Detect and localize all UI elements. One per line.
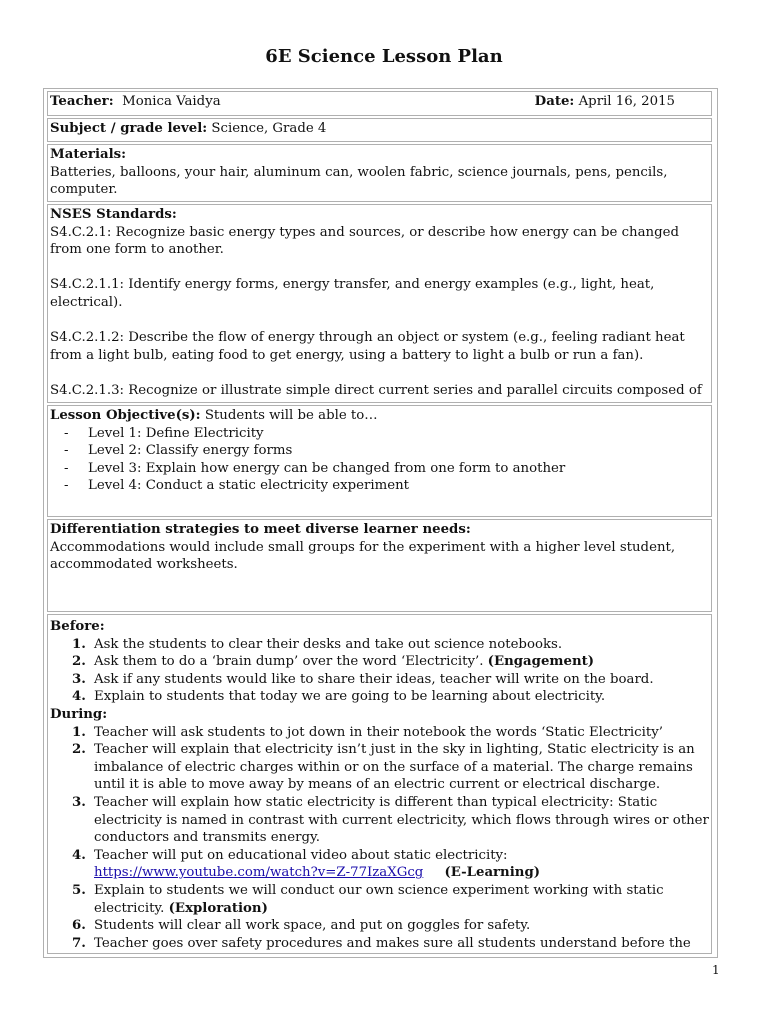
exploration-tag: (Exploration): [168, 900, 268, 916]
list-item: 4. Teacher will put on educational video about static electricity: https://www.youtube.com/watch?v=Z-77IzaXGcg (E-Learning): [72, 847, 541, 881]
list-item: 6. Students will clear all work space, and put on goggles for safety.: [72, 918, 531, 934]
list-item: 3. Ask if any students would like to share their ideas, teacher will write on the board.: [72, 671, 654, 687]
subject-row: Subject / grade level: Science, Grade 4: [47, 118, 712, 142]
during-steps: [50, 724, 709, 953]
engagement-tag: (Engagement): [487, 654, 595, 670]
subject-value: Science, Grade 4: [211, 121, 327, 136]
objectives-list: [50, 425, 709, 495]
list-item: 3. Teacher will explain how static electricity is different than typical electricity: Static electricity is named in contrast with current electricity, which flows through wires or other conductors and transmits energy.: [72, 794, 709, 846]
procedure-row: Before: 1. Ask the students to clear their desks and take out science notebooks. 2. Ask them to do a ‘brain dump’ over the word ‘Electricity’. (Engagement) 3. Ask if any students would like to share their ideas, teacher will write on the board. 4. Explain to students that today we are going to be learning about electricity. During: 1. Teacher will ask students to jot down in their notebook the words ‘Static Electricity’ 2. Teacher will explain that electricity isn’t just in the sky in lighting, Static electricity is an imbalance of electric charges within or on the surface of a material. The charge remains until it is able to move away by means of an electric current or electrical discharge. 3. Teacher will explain how static electricity is different than typical electricity: Static electricity is named in contrast with current electricity, which flows through wires or other conductors and transmits energy. 4. Teacher will put on educational video about static electricity: https://www.youtube.com/watch?v=Z-77IzaXGcg (E-Learning) 5. Explain to students we will conduct our own science experiment working with static electricity. (Exploration) 6. Students will clear all work space, and put on goggles for safety. 7. Teacher goes over safety procedures and makes sure all students understand before the: [47, 614, 712, 954]
teacher-name: Monica Vaidya: [122, 94, 221, 109]
list-item: 2. Teacher will explain that electricity isn’t just in the sky in lighting, Static electricity is an imbalance of electric charges within or on the surface of a material. The charge remains until it is able to move away by means of an electric current or electrical discharge.: [72, 742, 695, 793]
date-label: Date: [534, 94, 570, 109]
subject-label: Subject / grade level: [50, 121, 203, 136]
list-item: 1. Ask the students to clear their desks and take out science notebooks.: [72, 636, 563, 652]
page-number: 1: [712, 963, 720, 977]
teacher-label: Teacher: [50, 94, 109, 109]
list-item: 2. Ask them to do a ‘brain dump’ over the word ‘Electricity’. (Engagement): [72, 654, 595, 670]
before-label: Before: [50, 619, 100, 634]
standards-row: NSES Standards: S4.C.2.1: Recognize basic energy types and sources, or describe how energy can be changed from one form to another. S4.C.2.1.1: Identify energy forms, energy transfer, and energy examples (e.g., light, heat, electrical). S4.C.2.1.2: Describe the flow of energy through an object or system (e.g., feeling radiant heat from a light bulb, eating food to get energy, using a battery to light a bulb or run a fan). S4.C.2.1.3: Recognize or illustrate simple direct current series and parallel circuits composed of: [47, 204, 712, 403]
date-value: April 16, 2015: [578, 94, 675, 109]
materials-text: Batteries, balloons, your hair, aluminum can, woolen fabric, science journals, pens, pencils, computer.: [50, 164, 668, 198]
differentiation-label: Differentiation strategies to meet diverse learner needs: [50, 522, 466, 537]
objective-item: - Level 2: Classify energy forms: [50, 442, 709, 460]
teacher-date-row: [47, 91, 712, 116]
during-label: During: [50, 706, 103, 722]
list-item: 4. Explain to students that today we are going to be learning about electricity.: [72, 689, 606, 705]
page-title: 6E Science Lesson Plan: [265, 46, 503, 67]
objectives-intro: Students will be able to…: [204, 408, 378, 423]
list-item: 1. Teacher will ask students to jot down in their notebook the words ‘Static Electricity’: [72, 724, 663, 740]
list-item: 5. Explain to students we will conduct our own science experiment working with static electricity. (Exploration): [72, 882, 664, 916]
before-steps: [50, 636, 709, 706]
lesson-plan-table: [43, 88, 718, 958]
objectives-row: Lesson Objective(s): Students will be able to… - Level 1: Define Electricity - Level 2: Classify energy forms - Level 3: Explain how energy can be changed from one form to another - Level 4: Conduct a static electricity experiment: [47, 405, 712, 517]
standard-item: S4.C.2.1.2: Describe the flow of energy through an object or system (e.g., feeling radiant heat from a light bulb, eating food to get energy, using a battery to light a bulb or run a fan).: [50, 330, 685, 363]
standards-label: NSES Standards: [50, 207, 172, 222]
standard-item: S4.C.2.1.3: Recognize or illustrate simple direct current series and parallel circuits composed of: [50, 382, 702, 398]
date-field: Date: April 16, 2015: [534, 94, 675, 109]
differentiation-text: Accommodations would include small groups for the experiment with a higher level student, accommodated worksheets.: [50, 539, 676, 573]
materials-label: Materials: [50, 147, 122, 162]
elearning-tag: (E-Learning): [444, 865, 541, 881]
objective-item: - Level 3: Explain how energy can be changed from one form to another: [50, 460, 709, 478]
materials-row: Materials: Batteries, balloons, your hair, aluminum can, woolen fabric, science journals, pens, pencils, computer.: [47, 144, 712, 202]
objectives-label: Lesson Objective(s): [50, 408, 196, 423]
differentiation-row: Differentiation strategies to meet diverse learner needs: Accommodations would include small groups for the experiment with a higher level student, accommodated worksheets.: [47, 519, 712, 612]
standard-item: S4.C.2.1: Recognize basic energy types and sources, or describe how energy can be changed from one form to another.: [50, 224, 680, 258]
standard-item: S4.C.2.1.1: Identify energy forms, energy transfer, and energy examples (e.g., light, heat, electrical).: [50, 277, 655, 310]
objective-item: - Level 4: Conduct a static electricity experiment: [50, 477, 709, 495]
list-item: 7. Teacher goes over safety procedures and makes sure all students understand before the: [72, 935, 691, 951]
teacher-field: Teacher: Monica Vaidya: [50, 94, 221, 109]
objective-item: - Level 1: Define Electricity: [50, 425, 709, 443]
video-link[interactable]: https://www.youtube.com/watch?v=Z-77IzaXGcg: [94, 865, 424, 881]
